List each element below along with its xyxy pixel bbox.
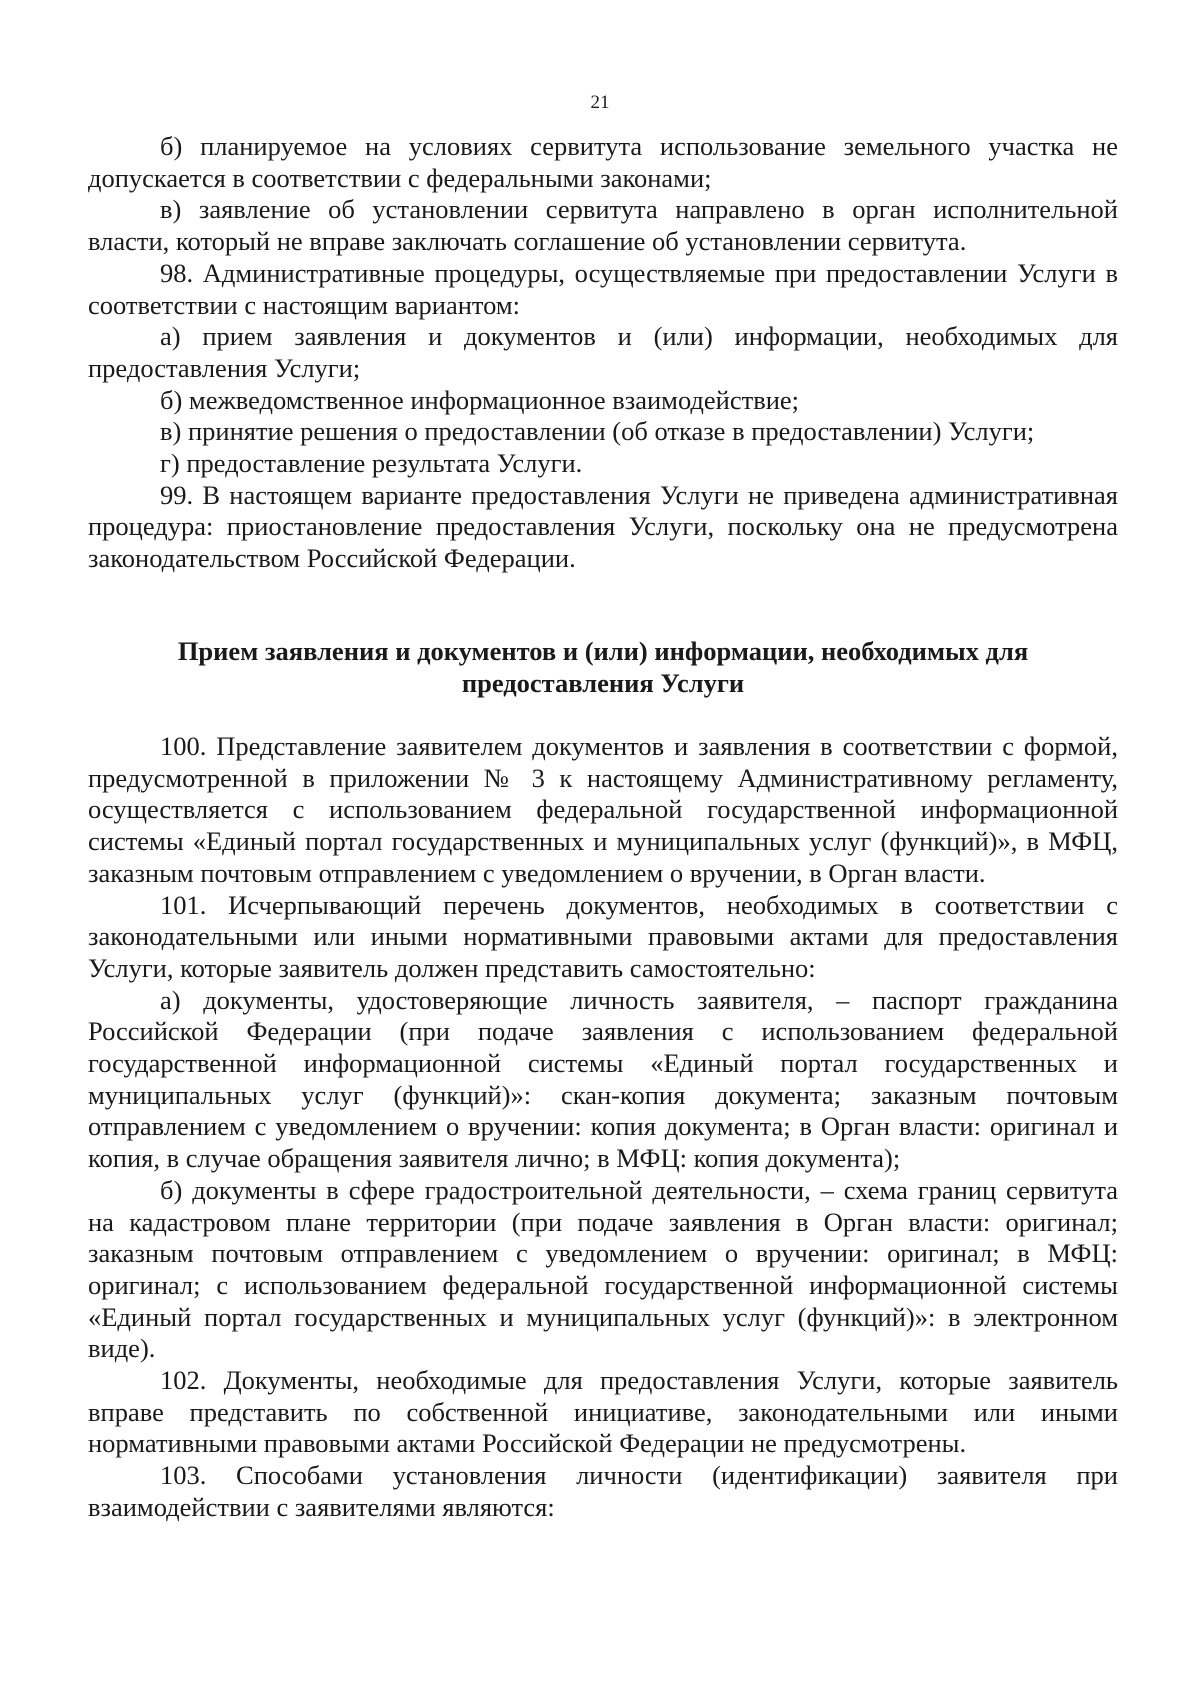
section-heading: Прием заявления и документов и (или) информации, необходимых для предоставления Услуги <box>177 636 1029 698</box>
paragraph: 99. В настоящем варианте предоставления Услуги не приведена административная процедура: приостановление предоставления Услуги, поскольку она не предусмотрена законодательством Российской Федерации. <box>88 479 1118 574</box>
paragraph: б) планируемое на условиях сервитута использование земельного участка не допускается в соответствии с федеральными законами; <box>88 131 1118 193</box>
text-block-bottom <box>88 731 1118 1524</box>
paragraph: 101. Исчерпывающий перечень документов, необходимых в соответствии с законодательными или иными нормативными правовыми актами для предоставления Услуги, которые заявитель должен представить самостоятельно: <box>88 889 1118 983</box>
paragraph: в) принятие решения о предоставлении (об отказе в предоставлении) Услуги; <box>160 416 1035 447</box>
paragraph: 98. Административные процедуры, осуществляемые при предоставлении Услуги в соответствии с настоящим вариантом: <box>88 257 1118 320</box>
paragraph: а) прием заявления и документов и (или) информации, необходимых для предоставления Услуги; <box>88 321 1118 383</box>
paragraph: б) документы в сфере градостроительной деятельности, – схема границ сервитута на кадастровом плане территории (при подаче заявления в Орган власти: оригинал; заказным почтовым отправлением с уведомлением о вручении: оригинал; в МФЦ: оригинал; с использованием федеральной государственной информационной системы «Единый портал государственных и муниципальных услуг (функций)»: в электронном виде). <box>88 1174 1118 1364</box>
paragraph: 102. Документы, необходимые для предоставления Услуги, которые заявитель вправе представить по собственной инициативе, законодательными или иными нормативными правовыми актами Российской Федерации не предусмотрены. <box>88 1365 1118 1459</box>
paragraph: 100. Представление заявителем документов и заявления в соответствии с формой, предусмотренной в приложении № 3 к настоящему Административному регламенту, осуществляется с использованием федеральной государственной информационной системы «Единый портал государственных и муниципальных услуг (функций)», в МФЦ, заказным почтовым отправлением с уведомлением о вручении, в Орган власти. <box>88 731 1118 888</box>
paragraph: в) заявление об установлении сервитута направлено в орган исполнительной власти, который не вправе заключать соглашение об установлении сервитута. <box>88 194 1118 257</box>
text-block-top <box>88 131 1118 575</box>
paragraph: 103. Способами установления личности (идентификации) заявителя при взаимодействии с заявителями являются: <box>88 1460 1118 1522</box>
paragraph: а) документы, удостоверяющие личность заявителя, – паспорт гражданина Российской Федерации (при подаче заявления с использованием федеральной государственной информационной системы «Единый портал государственных и муниципальных услуг (функций)»: скан-копия документа; заказным почтовым отправлением с уведомлением о вручении: копия документа; в Орган власти: оригинал и копия, в случае обращения заявителя лично; в МФЦ: копия документа); <box>88 984 1118 1174</box>
paragraph: б) межведомственное информационное взаимодействие; <box>160 384 800 415</box>
paragraph: г) предоставление результата Услуги. <box>160 448 583 479</box>
page-number: 21 <box>590 92 610 113</box>
